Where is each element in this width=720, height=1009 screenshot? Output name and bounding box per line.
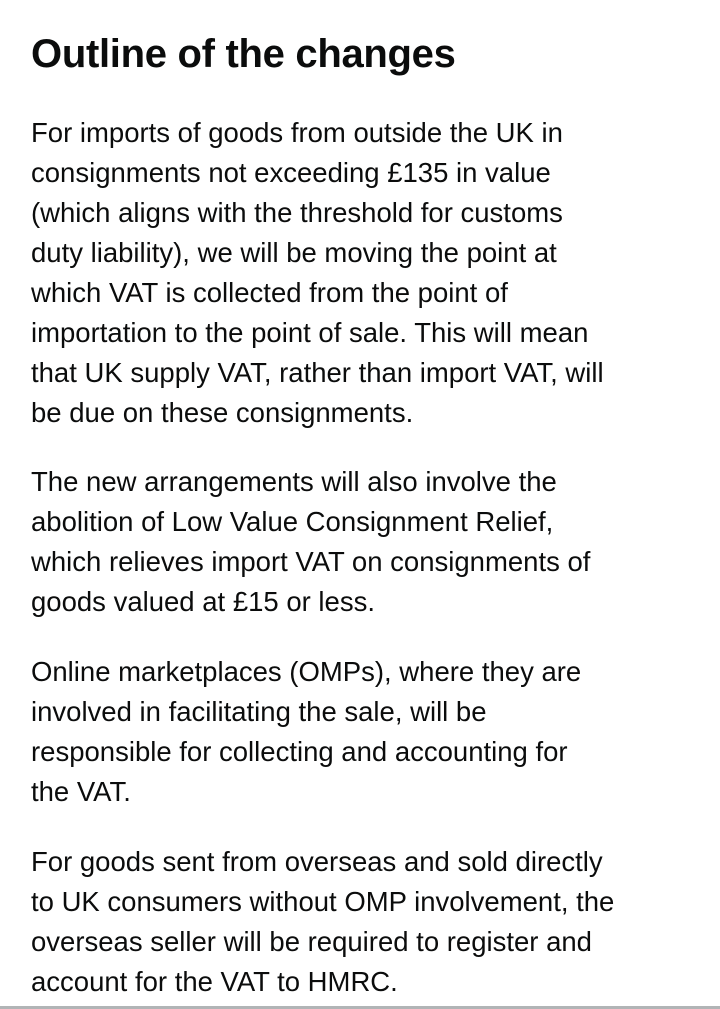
paragraph-line: the VAT. — [31, 776, 131, 807]
paragraph-line: be due on these consignments. — [31, 397, 414, 428]
article-content — [31, 0, 701, 997]
paragraph-line: importation to the point of sale. This will mean — [31, 317, 589, 348]
paragraph-import-threshold — [31, 113, 604, 433]
paragraph-line: responsible for collecting and accounting for — [31, 736, 568, 767]
page-title: Outline of the changes — [31, 32, 456, 76]
paragraph-line: consignments not exceeding £135 in value — [31, 157, 551, 188]
paragraph-line: to UK consumers without OMP involvement, the — [31, 886, 615, 917]
paragraph-line: goods valued at £15 or less. — [31, 586, 375, 617]
paragraph-line: which VAT is collected from the point of — [31, 277, 508, 308]
paragraph-line: For goods sent from overseas and sold directly — [31, 846, 603, 877]
paragraph-line: overseas seller will be required to register and — [31, 926, 592, 957]
paragraph-line: (which aligns with the threshold for customs — [31, 197, 563, 228]
paragraph-line: For imports of goods from outside the UK in — [31, 117, 563, 148]
paragraph-line: which relieves import VAT on consignments of — [31, 546, 591, 577]
paragraph-online-marketplaces — [31, 652, 581, 812]
paragraph-lvcr-abolition — [31, 462, 590, 622]
paragraph-line: The new arrangements will also involve the — [31, 466, 557, 497]
paragraph-line: involved in facilitating the sale, will be — [31, 696, 487, 727]
paragraph-line: account for the VAT to HMRC. — [31, 966, 398, 997]
paragraph-line: abolition of Low Value Consignment Relief, — [31, 506, 554, 537]
paragraph-line: that UK supply VAT, rather than import VAT, will — [31, 357, 604, 388]
paragraph-line: Online marketplaces (OMPs), where they are — [31, 656, 582, 687]
paragraph-overseas-sellers — [31, 842, 614, 1002]
paragraph-line: duty liability), we will be moving the point at — [31, 237, 557, 268]
